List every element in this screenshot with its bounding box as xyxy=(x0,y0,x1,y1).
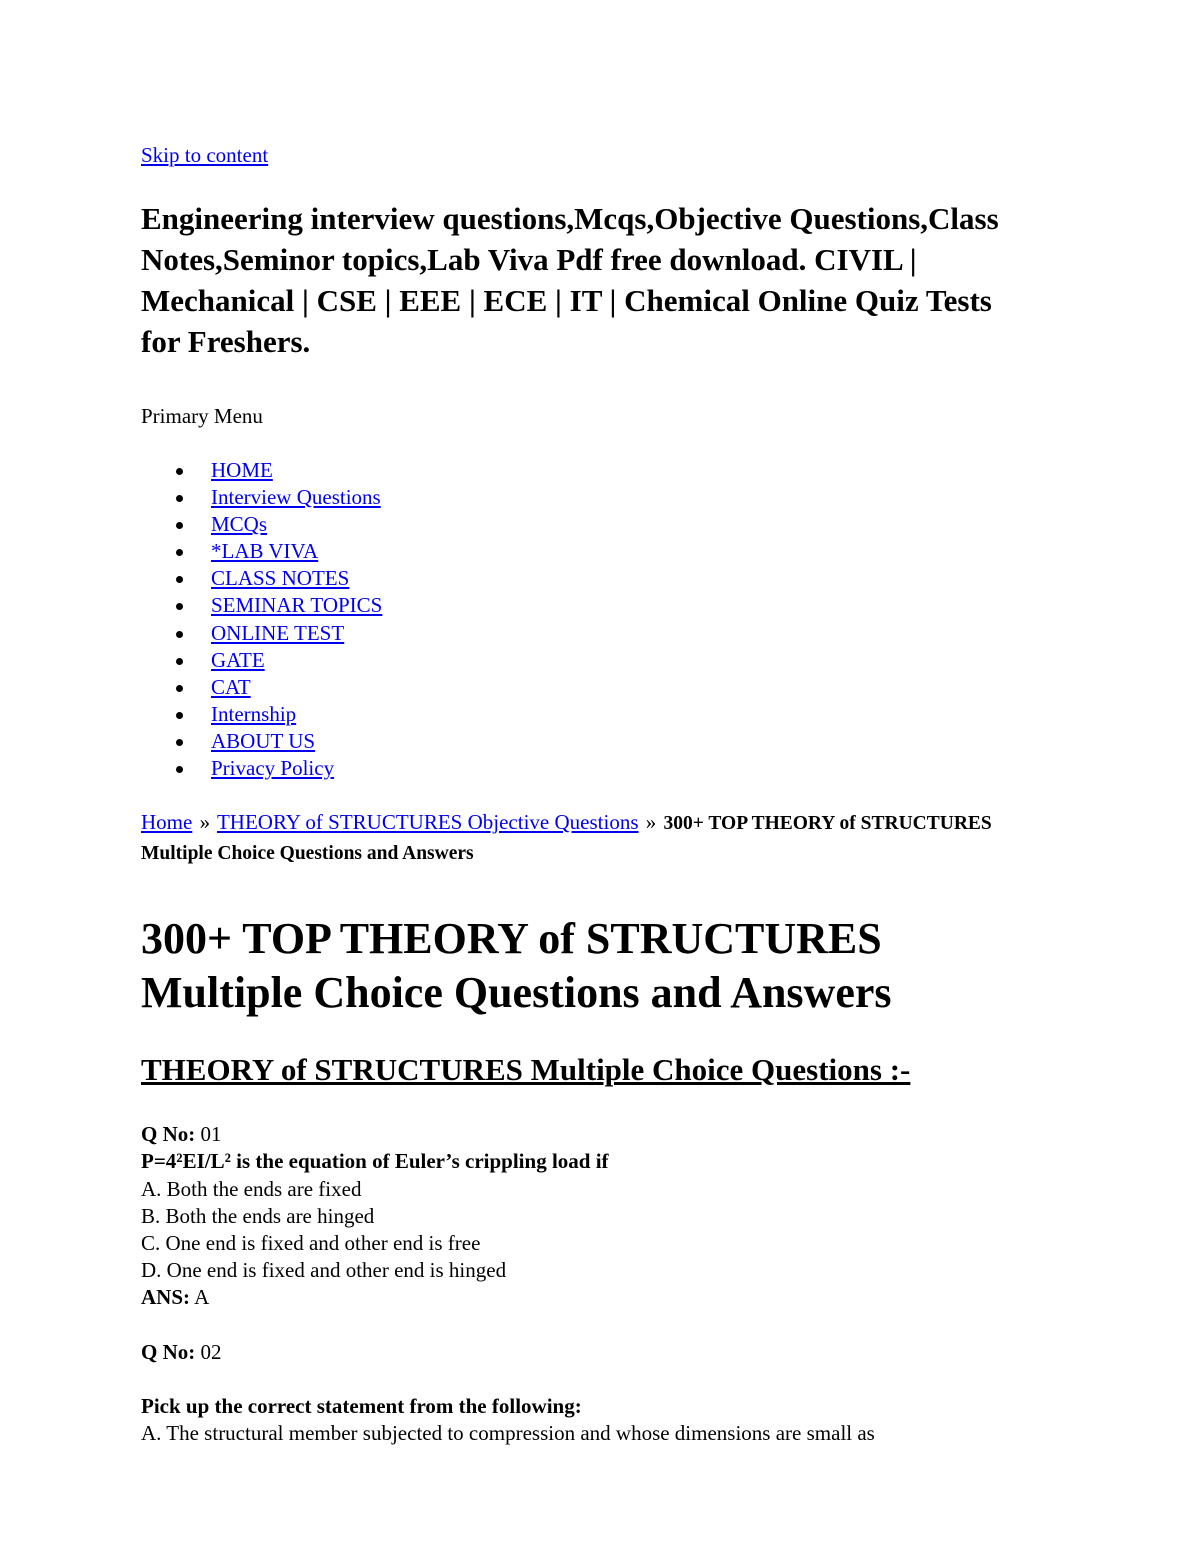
skip-to-content-link[interactable]: Skip to content xyxy=(141,143,269,167)
menu-link-gate[interactable]: GATE xyxy=(211,647,265,672)
bullet-icon xyxy=(176,712,183,719)
answer-option: B. Both the ends are hinged xyxy=(141,1203,375,1228)
menu-item-lab-viva xyxy=(141,538,1041,565)
menu-item-home xyxy=(141,457,1041,484)
menu-link-online-test[interactable]: ONLINE TEST xyxy=(211,620,345,645)
menu-item-internship xyxy=(141,701,1041,728)
menu-item-cat xyxy=(141,674,1041,701)
breadcrumb xyxy=(141,808,1001,868)
bullet-icon xyxy=(176,658,183,665)
question-number-line xyxy=(141,1121,1041,1148)
question-text: Pick up the correct statement from the following: xyxy=(141,1393,582,1418)
question-label: Q No: xyxy=(141,1122,196,1147)
breadcrumb-home-link[interactable]: Home xyxy=(141,810,193,835)
bullet-icon xyxy=(176,522,183,529)
menu-link-internship[interactable]: Internship xyxy=(211,701,297,726)
menu-item-privacy-policy xyxy=(141,755,1041,782)
site-title: Engineering interview questions,Mcqs,Objective Questions,Class Notes,Seminor topics,Lab Viva Pdf free download. CIVIL | Mechanical | CSE | EEE | ECE | IT | Chemical Online Quiz Tests for Freshers. xyxy=(141,201,999,359)
menu-link-privacy-policy[interactable]: Privacy Policy xyxy=(211,756,335,781)
bullet-icon xyxy=(176,631,183,638)
primary-menu xyxy=(141,457,1041,782)
bullet-icon xyxy=(176,766,183,773)
menu-link-mcqs[interactable]: MCQs xyxy=(211,512,268,537)
menu-item-interview-questions xyxy=(141,484,1041,511)
menu-item-class-notes xyxy=(141,565,1041,592)
menu-item-seminar-topics xyxy=(141,592,1041,619)
bullet-icon xyxy=(176,576,183,583)
menu-item-online-test xyxy=(141,620,1041,647)
menu-link-cat[interactable]: CAT xyxy=(211,674,251,699)
question-label: Q No: xyxy=(141,1339,196,1364)
menu-link-lab-viva[interactable]: *LAB VIVA xyxy=(211,539,319,564)
question-number-line xyxy=(141,1339,1041,1366)
question-text: P=4²EI/L² is the equation of Euler’s crippling load if xyxy=(141,1149,609,1174)
menu-link-home[interactable]: HOME xyxy=(211,458,273,482)
menu-link-about-us[interactable]: ABOUT US xyxy=(211,728,316,753)
bullet-icon xyxy=(176,603,183,610)
menu-item-about-us xyxy=(141,728,1041,755)
menu-item-mcqs xyxy=(141,511,1041,538)
bullet-icon xyxy=(176,685,183,692)
question-block xyxy=(141,1339,1041,1448)
main-content xyxy=(141,140,1041,1447)
menu-link-class-notes[interactable]: CLASS NOTES xyxy=(211,566,350,591)
menu-link-interview-questions[interactable]: Interview Questions xyxy=(211,485,381,510)
primary-menu-label: Primary Menu xyxy=(141,404,263,428)
breadcrumb-separator: » xyxy=(645,810,657,835)
answer-label: ANS: xyxy=(141,1285,191,1310)
answer-value: A xyxy=(194,1285,210,1310)
bullet-icon xyxy=(176,549,183,556)
answer-option: D. One end is fixed and other end is hinged xyxy=(141,1258,507,1283)
menu-item-gate xyxy=(141,647,1041,674)
answer-line xyxy=(141,1284,1041,1311)
breadcrumb-current: 300+ TOP THEORY of STRUCTURES Multiple Choice Questions and Answers xyxy=(141,813,992,865)
answer-option: A. Both the ends are fixed xyxy=(141,1176,362,1201)
bullet-icon xyxy=(176,495,183,502)
post-title: 300+ TOP THEORY of STRUCTURES Multiple Choice Questions and Answers xyxy=(141,914,892,1018)
question-number: 01 xyxy=(200,1122,222,1147)
breadcrumb-separator: » xyxy=(199,810,211,835)
question-block xyxy=(141,1121,1041,1311)
bullet-icon xyxy=(176,468,183,475)
section-heading: THEORY of STRUCTURES Multiple Choice Questions :- xyxy=(141,1052,911,1088)
menu-link-seminar-topics[interactable]: SEMINAR TOPICS xyxy=(211,593,383,618)
answer-option: C. One end is fixed and other end is free xyxy=(141,1230,481,1255)
answer-option: A. The structural member subjected to compression and whose dimensions are small as xyxy=(141,1420,875,1445)
breadcrumb-category-link[interactable]: THEORY of STRUCTURES Objective Questions xyxy=(216,810,639,835)
bullet-icon xyxy=(176,739,183,746)
question-number: 02 xyxy=(200,1339,222,1364)
